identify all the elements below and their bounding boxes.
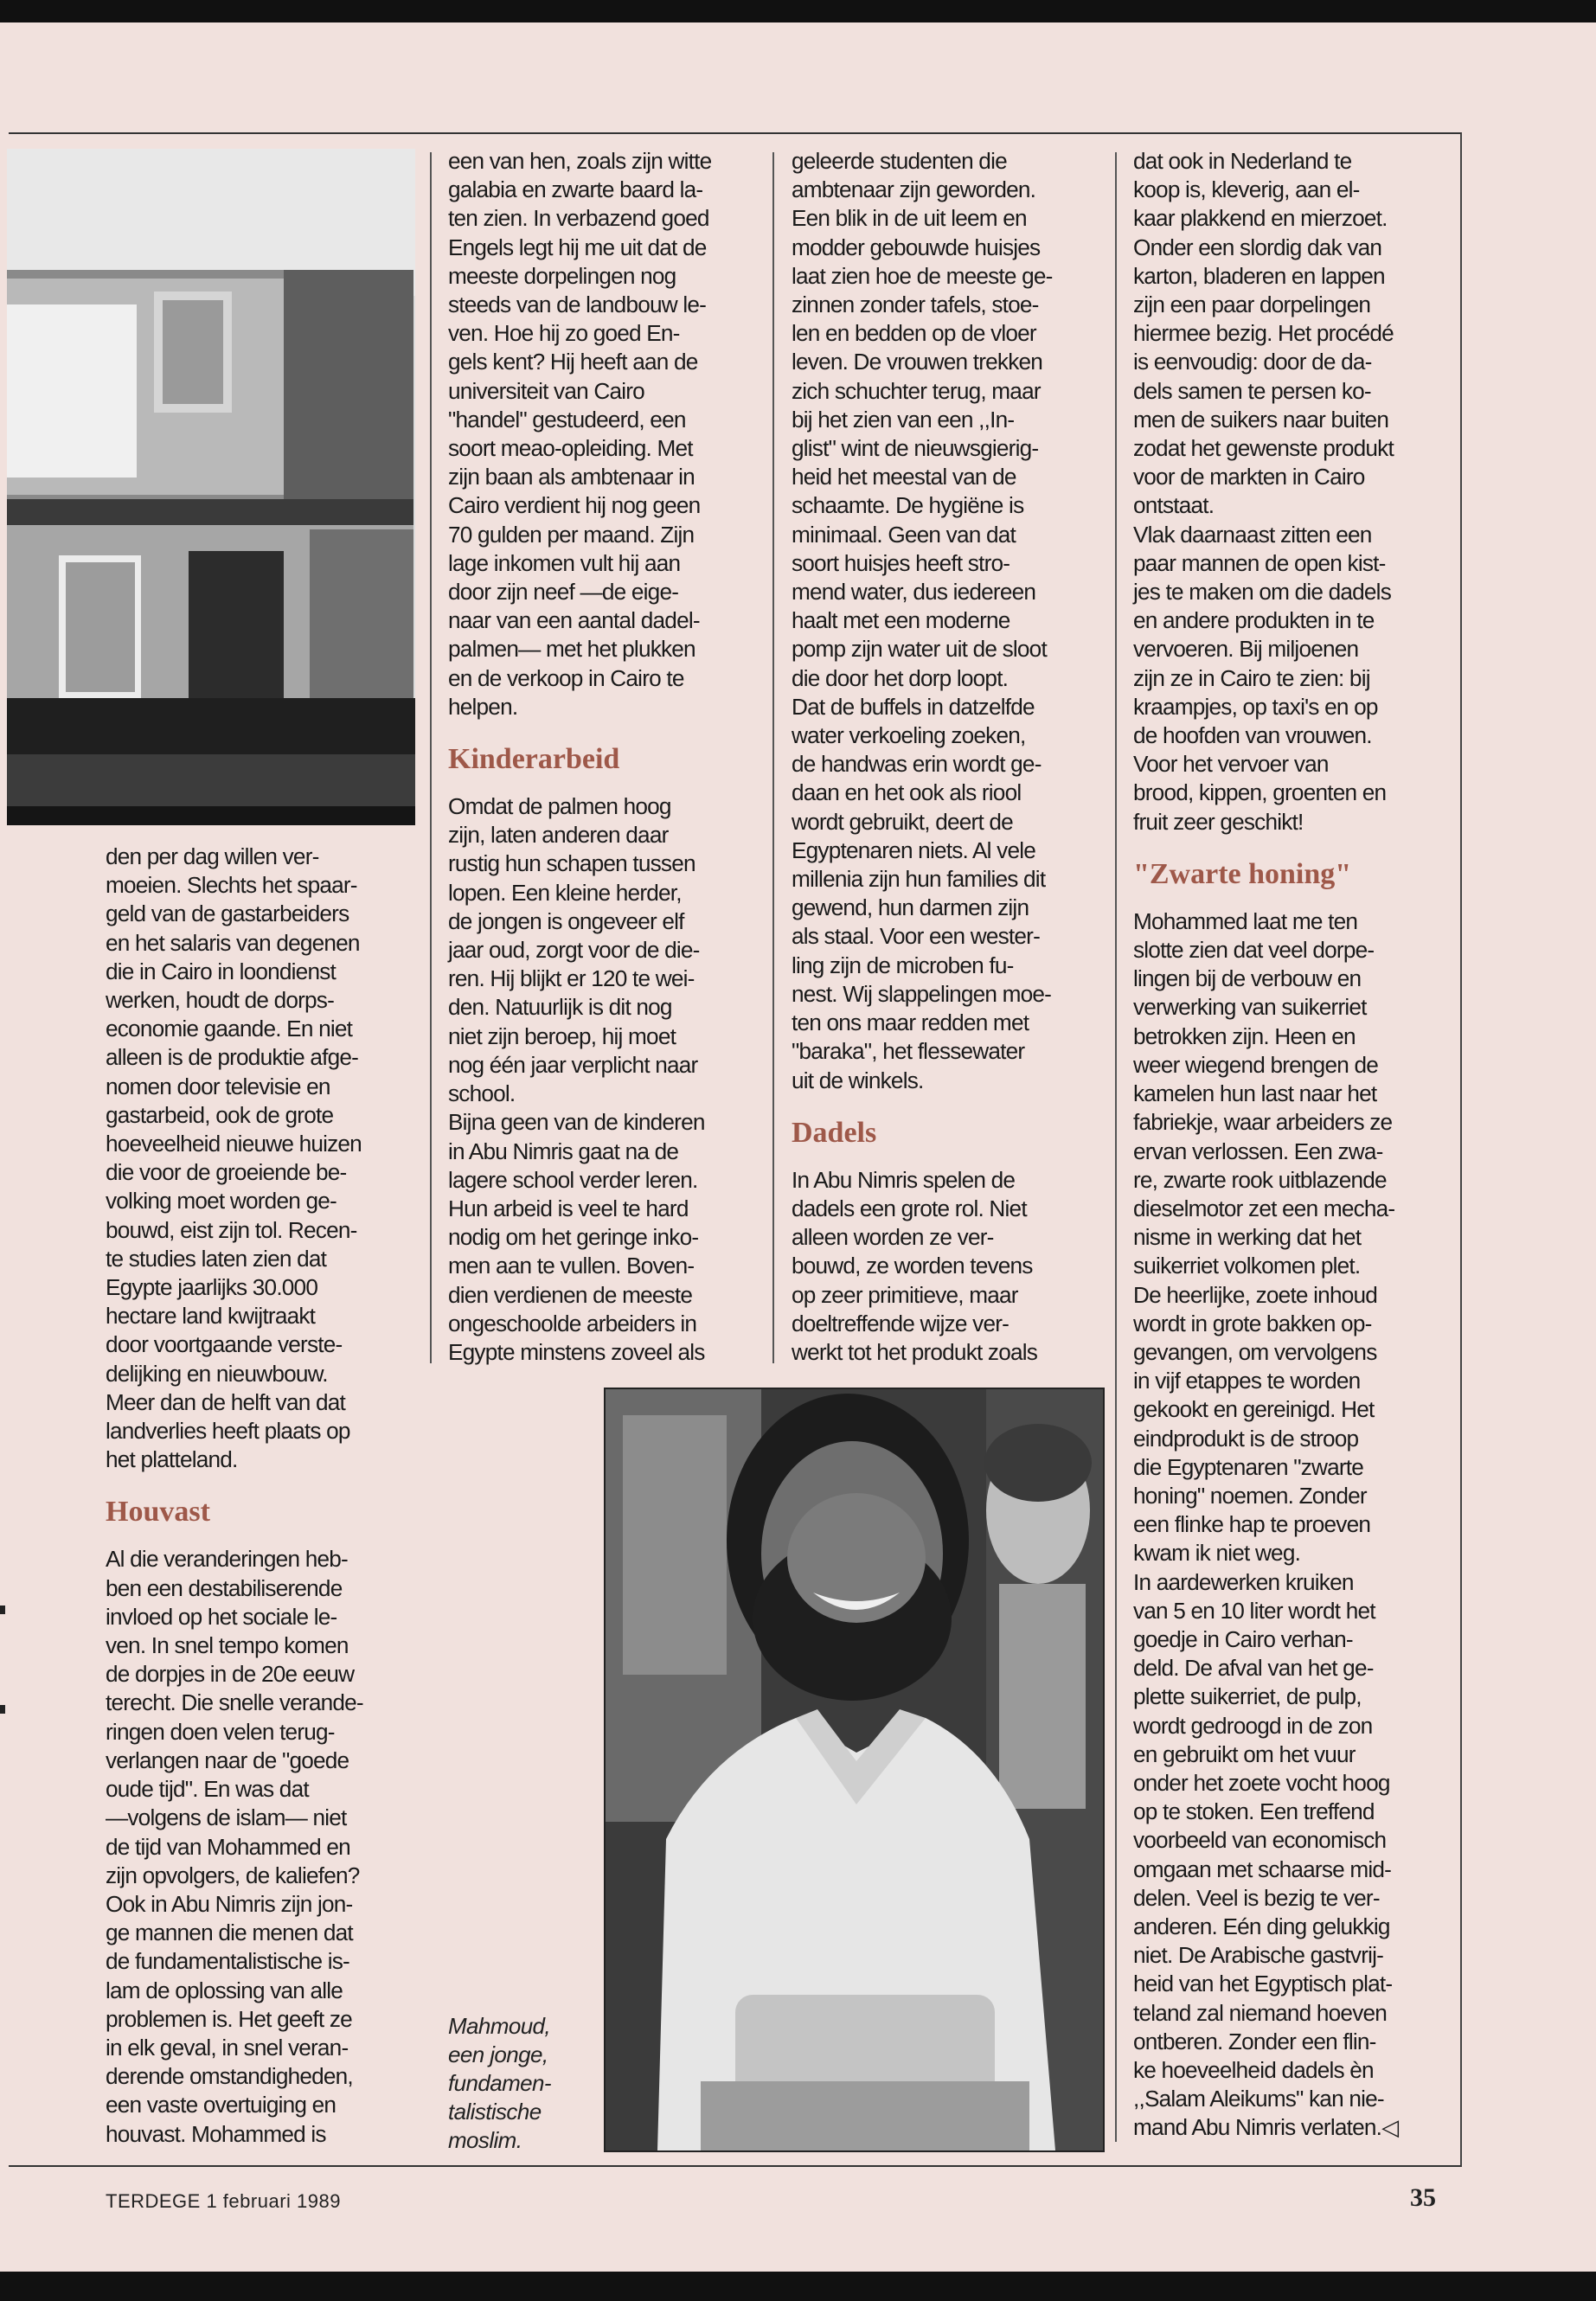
building-photo-graphic xyxy=(7,149,415,825)
photo-caption: Mahmoud, een jonge, fundamen- talistische moslim. xyxy=(448,2013,551,2153)
section-heading-dadels: Dadels xyxy=(792,1116,877,1149)
margin-mark xyxy=(0,1606,5,1614)
paragraph: Al die veranderingen heb- ben een destabiliserende invloed op het sociale le- ven. In snel tempo komen de dorpjes in de 20e eeuw terecht. Die snelle verande- ringen doen velen terug- verlangen naar de "goede oude tijd". En was dat —volgens de islam— niet de tijd van Mohammed en zijn opvolgers, de kaliefen? Ook in Abu Nimris zijn jon- ge mannen die menen dat de fundamentalistische is- lam de oplossing van alle problemen is. Het geeft ze in elk geval, in snel veran- derende omstandigheden, een vaste overtuiging en houvast. Mohammed is xyxy=(106,1546,363,2147)
section-heading-houvast: Houvast xyxy=(106,1496,210,1529)
column-rule xyxy=(1115,152,1117,2142)
paragraph: De heerlijke, zoete inhoud wordt in grote bakken op- gevangen, om vervolgens in vijf etappes te worden gekookt en gereinigd. Het eindprodukt is de stroop die Egyptenaren "zwarte honing" noemen. Zonder een flinke hap te proeven kwam ik niet weg. xyxy=(1133,1281,1378,1567)
paragraph: In aardewerken kruiken van 5 en 10 liter wordt het goedje in Cairo verhan- deld. De afval van het ge- plette suikerriet, de pulp, wordt gedroogd in de zon en gebruikt om het vuur onder het zoete vocht hoog op te stoken. Een treffend voorbeeld van economisch omgaan met schaarse mid- delen. Veel is bezig te ver- anderen. Eén ding gelukkig niet. De Arabische gastvrij- heid van het Egyptisch plat- teland zal niemand hoeven ontberen. Zonder een flin- ke hoeveelheid dadels èn ,,Salam Aleikums" kan nie- mand Abu Nimris verlaten.◁ xyxy=(1133,1568,1399,2141)
column-1 xyxy=(106,843,413,2149)
margin-mark xyxy=(0,1705,5,1714)
column-4 xyxy=(1133,147,1453,2143)
paragraph: Mohammed laat me ten slotte zien dat veel dorpe- lingen bij de verbouw en verwerking van suikerriet betrokken zijn. Heen en weer wiegend brengen de kamelen hun last naar het fabriekje, waar arbeiders ze ervan verlossen. Een zwa- re, zwarte rook uitblazende dieselmotor zet een mecha- nisme in werking dat het suikerriet volkomen plet. xyxy=(1133,907,1395,1279)
paragraph: Vlak daarnaast zitten een paar mannen de open kist- jes te maken om die dadels en andere produkten in te vervoeren. Bij miljoenen zijn ze in Cairo te zien: bij kraampjes, op taxi's en op de hoofden van vrouwen. Voor het vervoer van brood, kippen, groenten en fruit zeer geschikt! xyxy=(1133,521,1391,835)
paragraph: Dat de buffels in datzelfde water verkoeling zoeken, de handwas erin wordt ge- daan en het ook als riool wordt gebruikt, deert de Egyptenaren niets. Al vele millenia zijn hun families dit gewend, hun darmen zijn als staal. Voor een wester- ling zijn de microben fu- nest. Wij slappelingen moe- ten ons maar redden met "baraka", het flessewater uit de winkels. xyxy=(792,693,1052,1093)
magazine-page xyxy=(0,22,1596,2272)
paragraph: Omdat de palmen hoog zijn, laten anderen daar rustig hun schapen tussen lopen. Een kleine herder, de jongen is ongeveer elf jaar oud, zorgt voor de die- ren. Hij blijkt er 120 te wei- den. Natuurlijk is dit nog niet zijn beroep, hij moet nog één jaar verplicht naar school. xyxy=(448,793,700,1107)
portrait-photo xyxy=(604,1388,1105,2152)
section-heading-kinderarbeid: Kinderarbeid xyxy=(448,743,620,776)
building-photo xyxy=(7,149,415,825)
section-heading-zwarte-honing: "Zwarte honing" xyxy=(1133,857,1352,890)
column-rule xyxy=(430,152,432,1363)
paragraph: In Abu Nimris spelen de dadels een grote rol. Niet alleen worden ze ver- bouwd, ze worden tevens op zeer primitieve, maar doeltreffende wijze ver- werkt tot het produkt zoals xyxy=(792,1166,1038,1365)
paragraph: Bijna geen van de kinderen in Abu Nimris gaat na de lagere school verder leren. Hun arbeid is veel te hard nodig om het geringe inko- men aan te vullen. Boven- dien verdienen de meeste ongeschoolde arbeiders in Egypte minstens zoveel als xyxy=(448,1109,705,1365)
column-3 xyxy=(792,147,1094,1367)
column-2 xyxy=(448,147,751,1367)
footer-publication: TERDEGE 1 februari 1989 xyxy=(106,2190,341,2212)
paragraph: dat ook in Nederland te koop is, kleverig, aan el- kaar plakkend en mierzoet. Onder een slordig dak van karton, bladeren en lappen zijn een paar dorpelingen hiermee bezig. Het procédé is eenvoudig: door de da- dels samen te persen ko- men de suikers naar buiten zodat het gewenste produkt voor de markten in Cairo ontstaat. xyxy=(1133,148,1394,519)
paragraph: een van hen, zoals zijn witte galabia en zwarte baard la- ten zien. In verbazend goed Engels legt hij me uit dat de meeste dorpelingen nog steeds van de landbouw le- ven. Hoe hij zo goed En- gels kent? Hij heeft aan de universiteit van Cairo "handel" gestudeerd, een soort meao-opleiding. Met zijn baan als ambtenaar in Cairo verdient hij nog geen 70 gulden per maand. Zijn lage inkomen vult hij aan door zijn neef —de eige- naar van een aantal dadel- palmen— met het plukken en de verkoop in Cairo te helpen. xyxy=(448,148,712,720)
paragraph: geleerde studenten die ambtenaar zijn geworden. Een blik in de uit leem en modder gebouwde huisjes laat zien hoe de meeste ge- zinnen zonder tafels, stoe- len en bedden op de vloer leven. De vrouwen trekken zich schuchter terug, maar bij het zien van een ,,In- glist" wint de nieuwsgierig- heid het meestal van de schaamte. De hygiëne is minimaal. Geen van dat soort huisjes heeft stro- mend water, dus iedereen haalt met een moderne pomp zijn water uit de sloot die door het dorp loopt. xyxy=(792,148,1053,691)
portrait-photo-graphic xyxy=(606,1389,1103,2150)
page-number: 35 xyxy=(1410,2183,1436,2212)
paragraph: den per dag willen ver- moeien. Slechts het spaar- geld van de gastarbeiders en het salaris van degenen die in Cairo in loondienst werken, houdt de dorps- economie gaande. En niet alleen is de produktie afge- nomen door televisie en gastarbeid, ook de grote hoeveelheid nieuwe huizen die voor de groeiende be- volking moet worden ge- bouwd, eist zijn tol. Recen- te studies laten zien dat Egypte jaarlijks 30.000 hectare land kwijtraakt door voortgaande verste- delijking en nieuwbouw. Meer dan de helft van dat landverlies heeft plaats op het platteland. xyxy=(106,843,362,1473)
column-rule xyxy=(772,152,774,1363)
